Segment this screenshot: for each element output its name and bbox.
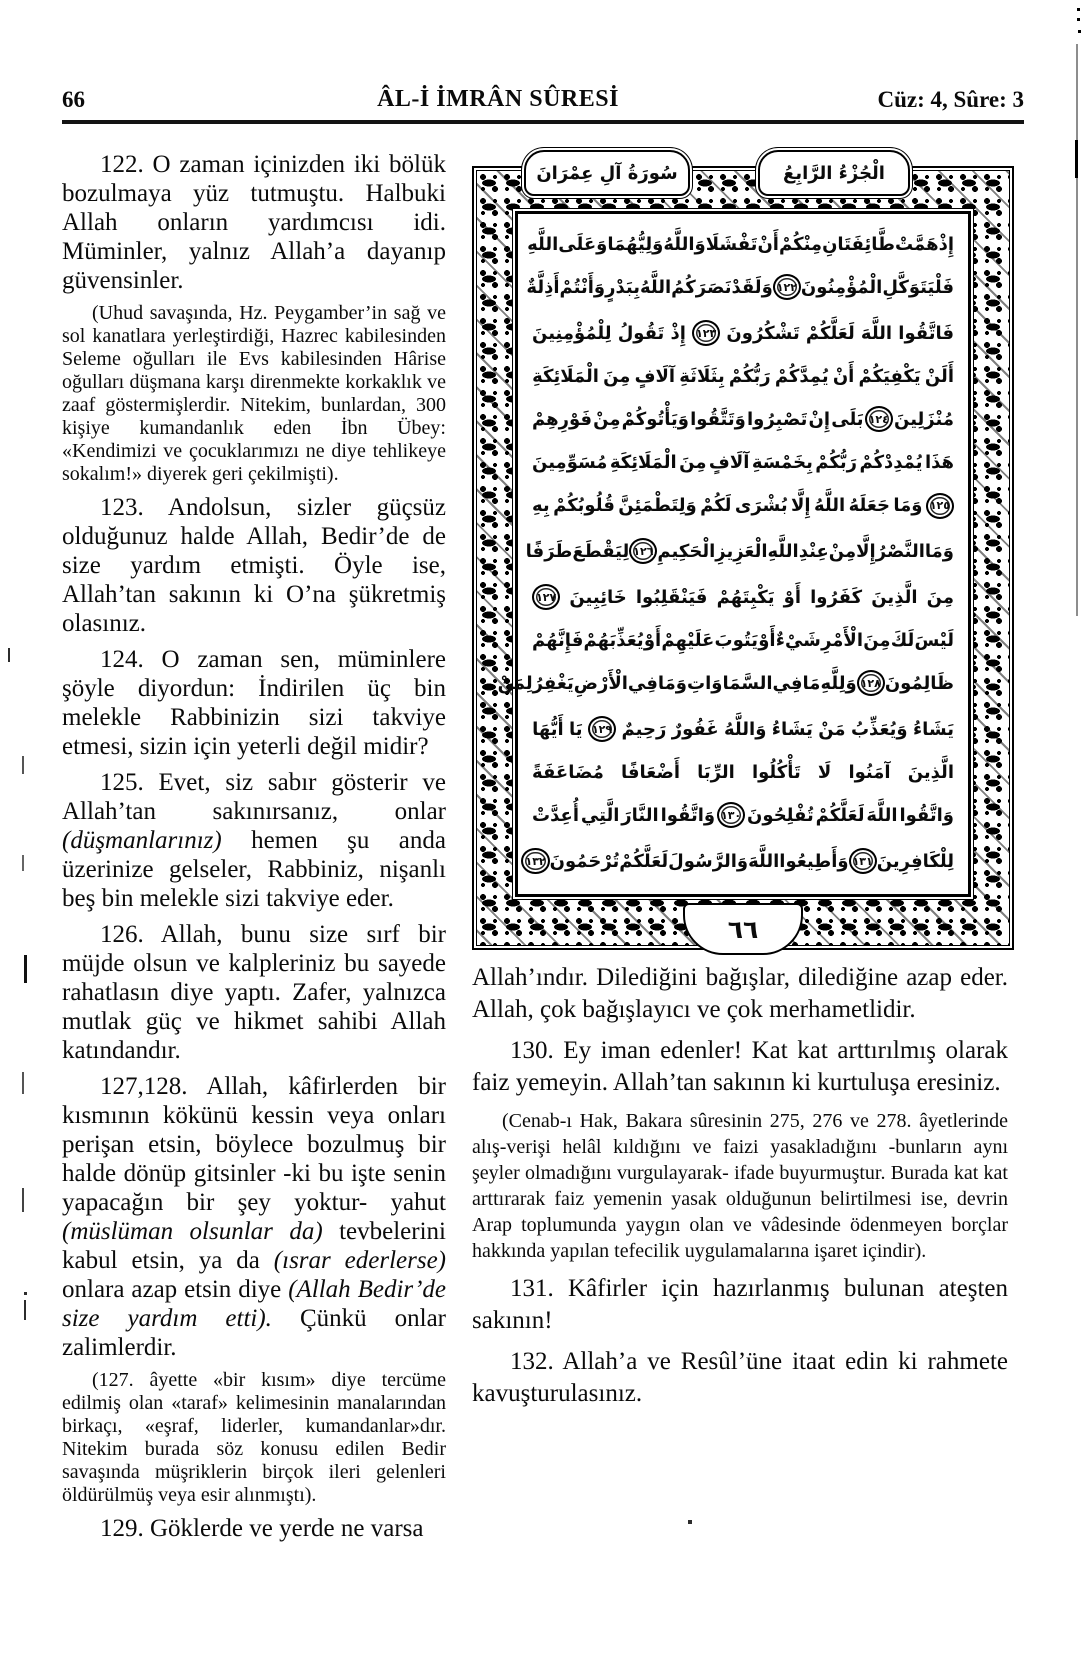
arabic-word: النَّارَ [621,804,659,826]
italic-gloss-text: (düşmanlarınız) [62,827,222,854]
arabic-word: لِلْكَافِرِينَ [876,850,954,872]
arabic-word: يُمْدِدْكُمْ [859,452,923,474]
arabic-word: الْمَلَائِكَةِ [609,452,677,474]
arabic-word: أَوْ [758,629,776,651]
arabic-word: أَوْ [643,629,662,651]
arabic-word: مُنْزَلِينَ [894,408,954,430]
arabic-word: أَنْ [832,365,855,387]
arabic-word: مِنَ [679,452,707,474]
scan-artifact [22,1072,24,1094]
quran-arabic-line [532,716,954,742]
scan-artifact [22,1188,24,1212]
scan-artifact [1075,140,1078,178]
arabic-word: وَمَا [893,495,923,517]
scan-artifact [22,855,24,871]
arabic-word: تَقُولُ [617,322,665,344]
quran-arabic-line [532,762,954,783]
arabic-word: بِهِ [532,495,550,517]
quran-arabic-line [532,802,954,828]
scan-artifact [24,1300,26,1320]
arabic-word: إِلَّا [791,495,811,517]
arabic-word: فِي [627,672,658,694]
arabic-word: بِخَمْسَةِ [751,452,813,474]
verse-text: (Uhud savaşında, Hz. Peygamber’in sağ ve sol kanatlara yerleştirdiği, Hazrec kabilesinden Seleme oğulları ile Evs kabilesinden Hârise oğulları düşmana karşı direnmekte korkaklık ve zaaf göstermişlerdir. Nitekim, bunlardan, 300 kişiye kumandanlık eden İbn Übey: «Kendimizi ve çocuklarımızı ne diye tehlikeye sokalım!» diyerek geri çekilmişti). [62,302,446,485]
arabic-word: إِذْ [670,322,686,344]
arabic-word: الْأَرْضِ [573,672,628,694]
verse-text: 130. Ey iman edenler! Kat kat arttırılmış olarak faiz yemeyin. Allah’tan sakının ki kurtuluşa eresiniz. [472,1037,1008,1096]
arabic-word: يَا [569,718,583,740]
arabic-word: يَشَاءُ [771,718,813,740]
arabic-word: وَتَتَّقُوا [690,408,746,430]
arabic-word: مِنَ [863,629,891,651]
verse-text: hemen şu anda üzerinize gelseler, Rabbiniz, nişanlı beş bin melekle sizi takviye eder. [62,827,446,912]
arabic-word: وَاتَّقُوا [899,804,954,826]
arabic-word: لَعَلَّكُمْ [815,804,865,826]
arabic-word: اللَّهِ [767,540,799,562]
arabic-word: اللَّهِ [527,233,559,255]
verse-text: 131. Kâfirler için hazırlanmış bulunan ateşten sakının! [472,1275,1008,1334]
arabic-word: فَوْرِهِمْ [532,408,593,430]
footnote-paragraph [62,1369,446,1507]
arabic-word: يَغْفِرُ [532,672,574,694]
arabic-word: لِيَقْطَعَ [572,540,630,562]
arabic-word: فَإِنَّهُمْ [532,629,584,651]
arabic-word: الَّذِينَ [907,761,954,783]
arabic-word: يَتُوبَ [714,629,759,651]
verse-paragraph [62,493,446,638]
arabic-word: آمَنُوا [848,761,891,783]
arabic-word: إِذْ [938,233,954,255]
arabic-word: اللَّهُ [639,276,672,298]
arabic-word: وَاتَّقُوا [660,804,716,826]
arabic-word: وَلَقَدْ [731,276,773,298]
italic-gloss-text: (müslüman olsunlar da) [62,1218,323,1245]
arabic-word: هَمَّتْ [894,233,939,255]
italic-gloss-text: (Allah Bedir’de size yardım etti). [62,1276,446,1332]
arabic-word: اللَّهُ [813,495,846,517]
arabic-word: رَبُّكُمْ [728,365,771,387]
arabic-word: وَمَا [924,540,954,562]
arabic-word: رَبُّكُمْ [815,452,858,474]
verse-text: (Cenab-ı Hak, Bakara sûresinin 275, 276 ve 278. âyetlerinde alış-verişi helâl kıldığını ve faizi yasakladığını -bunların aynı şeyler olmadığını vurgulayarak- ifade buyurmuştur. Burada kat kat arttırarak faiz yemenin yasak olduğunun belirtilmesi ise, devrin Arap toplumunda yaygın olan ve vâdesinde ödenmeyen borçlar hakkında yapılan tefecilik uygulamalarına işaret içindir). [472,1110,1008,1262]
verse-text: 127,128. Allah, kâfirlerden bir kısmının kökünü kessin veya onları perişan etsin, böylece bozulmuş bir halde dönüp gitsinler -ki bu işte senin yapacağın bir şey yoktur- yahut [62,1073,446,1216]
scan-artifact [8,648,10,662]
verse-number-medallion: ١٢٣ [692,320,720,346]
left-translation-column [62,150,446,1550]
arabic-word: لَيْسَ [914,629,954,651]
arabic-word: الْمَلَائِكَةِ [532,365,599,387]
arabic-word: الْأَمْرِ [821,629,863,651]
arabic-word: إِنْ [808,408,831,430]
scan-artifact [1078,30,1081,33]
verse-number-medallion: ١٢٩ [588,716,616,742]
arabic-word: وَلِيُّهُمَا [607,233,664,255]
arabic-word: وَمَا [657,672,687,694]
arabic-word: بُشْرَى [734,495,788,517]
verse-paragraph [62,920,446,1065]
arabic-word: بَلَى [831,408,864,430]
verse-paragraph [62,1072,446,1362]
frame-ornament-band [476,170,1010,946]
arabic-word: تَأْكُلُوا [751,761,801,783]
arabic-word: مَا [802,672,821,694]
verse-paragraph [472,962,1008,1026]
arabic-word: يُمِدَّكُمْ [774,365,829,387]
arabic-word: لَكَ [890,629,915,651]
frame-outer-border [472,166,1014,950]
quran-arabic-line [527,233,954,255]
arabic-word: النَّصْرُ [875,540,925,562]
arabic-word: آلَافٍ [708,452,750,474]
verse-paragraph [62,150,446,295]
mushaf-page-number-tab: ٦٦ [683,903,803,955]
arabic-word: لَعَلَّكُمْ [805,322,855,344]
quran-arabic-line [532,366,954,387]
verse-paragraph [472,1273,1008,1337]
arabic-word: اللَّهَ [748,850,780,872]
italic-gloss-text: (ısrar ederlerse) [273,1247,446,1274]
arabic-word: الَّذِينَ [871,586,918,608]
arabic-word: فَلْيَتَوَكَّلِ [882,276,954,298]
arabic-word: أُعِدَّتْ [532,804,579,826]
footnote-paragraph [62,302,446,486]
arabic-word: الْعَزِيزِ [715,540,768,562]
arabic-word: وَأَطِيعُوا [779,850,849,872]
arabic-word: طَّائِفَتَانِ [822,233,895,255]
arabic-word: تُفْلِحُونَ [747,804,814,826]
scan-artifact [22,756,24,774]
scan-artifact [24,955,27,983]
arabic-word: مِنْكُمْ [778,233,823,255]
arabic-word: عَلَيْهِمْ [661,629,715,651]
arabic-word: مِنْ [593,408,621,430]
quran-arabic-line [532,630,954,651]
quran-arabic-text-area [497,211,971,897]
arabic-word: السَّمَاوَاتِ [687,672,773,694]
arabic-word: أَيُّهَا [532,718,564,740]
arabic-word: اللَّهَ [866,804,898,826]
verse-paragraph [62,1514,446,1543]
scan-artifact [1076,44,1078,616]
arabic-word: تُرْحَمُونَ [549,850,620,872]
page-title: ÂL-İ İMRÂN SÛRESİ [377,86,619,112]
arabic-word: قُلُوبُكُمْ [553,495,615,517]
quran-arabic-line [532,452,954,473]
arabic-word: فَاتَّقُوا [898,322,954,344]
arabic-word: وَلِلَّهِ [820,672,857,694]
verse-text: 122. O zaman içinizden iki bölük bozulmaya yüz tutmuştu. Halbuki Allah onların yardımcısı idi. Müminler, yalnız Allah’a dayanıp güvensinler. [62,151,446,294]
verse-paragraph [472,1346,1008,1410]
arabic-word: وَيُعَذِّبُ [850,718,908,740]
arabic-word: مُسَوِّمِينَ [532,452,608,474]
arabic-word: بِبَدْرٍ [605,276,640,298]
verse-paragraph [62,645,446,761]
verse-number-medallion: ١٣٢ [521,848,549,874]
arabic-word: وَعَلَى [558,233,608,255]
arabic-word: الَّتِي [580,804,620,826]
verse-number-medallion: ١٢٥ [926,493,954,519]
verse-number-medallion: ١٢٦ [629,538,657,564]
arabic-word: يُعَذِّبَهُمْ [583,629,644,651]
arabic-word: الرِّبَا [697,761,735,783]
right-translation-column [472,962,1008,1419]
quran-arabic-line [526,274,954,300]
arabic-word: يَكْبِتَهُمْ [716,586,775,608]
arabic-word: وَيَأْتُوكُمْ [621,408,689,430]
arabic-word: غَفُورٌ [671,718,719,740]
verse-text: onlara azap etsin diye [62,1276,289,1303]
verse-text: Çünkü onlar zalimlerdir. [62,1305,447,1361]
arabic-word: اللَّهَ [860,322,893,344]
arabic-word: جَعَلَهُ [848,495,890,517]
arabic-word: هَذَا [924,452,954,474]
arabic-word: أَلَنْ [924,365,954,387]
arabic-word: رَحِيمٌ [621,718,667,740]
verse-text: Allah’ındır. Dilediğini bağışlar, dilediğine azap eder. Allah, çok bağışlayıcı ve çok merhametlidir. [472,964,1008,1023]
arabic-word: وَلِتَطْمَئِنَّ [618,495,697,517]
quran-arabic-line [525,848,954,874]
quran-page-frame [472,150,1014,950]
arabic-word: تَفْشَلَا [705,233,758,255]
quran-arabic-line [532,320,954,346]
arabic-word: مَنْ [818,718,846,740]
arabic-word: يَشَاءُ [912,718,954,740]
quran-arabic-line [525,538,954,564]
arabic-word: وَأَنْتُمْ [559,276,606,298]
arabic-word: أَذِلَّةٌ [526,276,560,298]
verse-text: (127. âyette «bir kısım» diye tercüme edilmiş olan «taraf» kelimesinin manalarından birkaçı, «eşraf, liderler, kumandanlar»dır. Nitekim burada söz konusu edilen Bedir savaşında müşriklerin birçok ileri gelenleri öldürülmüş veya esir alınmıştı). [62,1369,446,1506]
verse-paragraph [472,1035,1008,1099]
page-header [62,86,1024,124]
quran-arabic-line [532,493,954,519]
verse-number-medallion: ١٢٢ [773,274,801,300]
arabic-word: وَاللَّهُ [724,718,767,740]
surah-name-cartouche: سُورَةُ آلِ عِمْرَانَ [524,150,690,196]
header-juz-sura-reference: Cüz: 4, Sûre: 3 [877,87,1024,112]
arabic-word: فَيَنْقَلِبُوا [635,586,708,608]
arabic-word: نَصَرَكُمُ [671,276,732,298]
arabic-word: لَعَلَّكُمْ [619,850,669,872]
arabic-word: وَاللَّهُ [663,233,706,255]
arabic-word: كَفَرُوا [810,586,863,608]
verse-text: 123. Andolsun, sizler güçsüz olduğunuz halde Allah, Bedir’de de size yardım etmişti. Öyle ise, Allah’tan sakının ki O’na şükretmiş olasınız. [62,494,446,637]
arabic-word: لَكُمْ [700,495,732,517]
verse-paragraph [62,768,446,913]
arabic-word: ظَالِمُونَ [884,672,954,694]
arabic-word: أَضْعَافًا [620,761,681,783]
arabic-word: شَيْءٌ [775,629,821,651]
scan-artifact [688,1520,692,1524]
juz-name-cartouche: الْجُزْءُ الرَّابِعُ [758,150,910,196]
quran-arabic-line [532,584,954,610]
arabic-word: أَنْ [757,233,779,255]
arabic-word: طَرَفًا [525,540,573,562]
verse-text: 129. Göklerde ve yerde ne varsa [100,1515,424,1542]
arabic-word: الْمُؤْمِنُونَ [800,276,883,298]
arabic-word: أَوْ [783,586,801,608]
scan-artifact [1077,8,1080,11]
arabic-word: لِمَنْ [497,672,533,694]
arabic-word: وَالرَّسُولَ [668,850,749,872]
quran-arabic-line [497,670,954,696]
verse-number-medallion: ١٢٤ [865,406,893,432]
scan-artifact [1077,18,1080,21]
arabic-word: إِلَّا [856,540,876,562]
arabic-word: تَصْبِرُوا [747,408,808,430]
verse-text: 124. O zaman sen, müminlere şöyle diyordun: İndirilen üç bin melekle Rabbinizin sizi takviye etmesi, sizin için yeterli değil midir? [62,646,446,760]
arabic-word: فِي [772,672,803,694]
verse-number-medallion: ١٢٧ [532,584,560,610]
verse-number-medallion: ١٢٨ [857,670,885,696]
arabic-word: مِنَ [926,586,954,608]
verse-number-medallion: ١٣٠ [717,802,745,828]
verse-number-medallion: ١٣١ [849,848,877,874]
verse-text: 125. Evet, siz sabır gösterir ve Allah’tan sakınırsanız, onlar [62,769,446,825]
arabic-word: تَشْكُرُونَ [726,322,800,344]
arabic-word: مِنْ [828,540,857,562]
verse-text: tevbelerini kabul etsin, ya da [62,1218,446,1274]
arabic-word: الْحَكِيمِ [657,540,716,562]
arabic-word: لَا [817,761,832,783]
arabic-word: مِنَ [603,365,631,387]
quran-arabic-line [532,406,954,432]
verse-text: 132. Allah’a ve Resûl’üne itaat edin ki rahmete kavuşturulasınız. [472,1348,1008,1407]
arabic-word: عِنْدِ [798,540,829,562]
arabic-word: لِلْمُؤْمِنِينَ [532,322,612,344]
arabic-word: مُضَاعَفَةً [532,761,604,783]
arabic-word: بِثَلَاثَةِ [679,365,725,387]
header-page-number: 66 [62,87,85,112]
arabic-word: آلَافٍ [634,365,676,387]
arabic-word: يَكْفِيَكُمْ [858,365,921,387]
scan-artifact [24,1292,27,1295]
arabic-word: خَائِبِينَ [569,586,627,608]
footnote-paragraph [472,1108,1008,1264]
verse-text: 126. Allah, bunu size sırf bir müjde olsun ve kalpleriniz bu sayede rahatlasın diye yaptı. Zafer, yalnızca mutlak güç ve hikmet sahibi Allah katındandır. [62,921,446,1064]
